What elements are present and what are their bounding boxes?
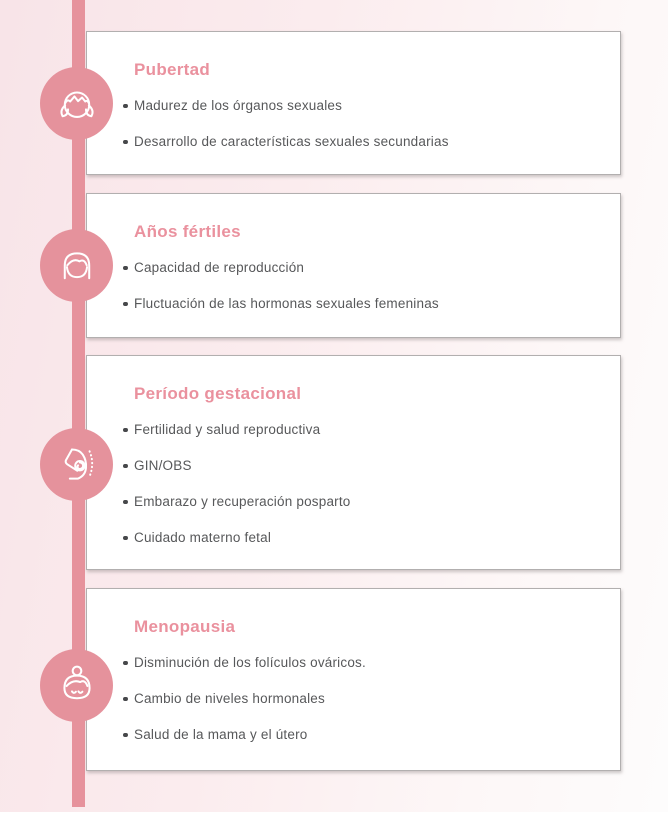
stage-card-menopausia (86, 588, 621, 771)
pregnant-woman-icon (40, 428, 113, 501)
woman-face-icon (40, 229, 113, 302)
bottom-page-margin (0, 812, 668, 818)
girl-face-icon (40, 67, 113, 140)
stage-title: Período gestacional (134, 384, 302, 403)
stage-bullet-item: Disminución de los folículos ováricos. (134, 656, 596, 670)
stage-title: Menopausia (134, 617, 236, 636)
stage-title: Pubertad (134, 60, 211, 79)
stage-bullet-list (134, 656, 596, 742)
stage-bullet-list (134, 261, 596, 311)
stage-bullet-item: Fertilidad y salud reproductiva (134, 423, 596, 437)
stage-bullet-list (134, 423, 596, 545)
stage-bullet-item: Desarrollo de características sexuales secundarias (134, 135, 596, 149)
stage-bullet-item: Fluctuación de las hormonas sexuales femeninas (134, 297, 596, 311)
stage-bullet-item: Salud de la mama y el útero (134, 728, 596, 742)
stage-bullet-item: Capacidad de reproducción (134, 261, 596, 275)
stage-title: Años fértiles (134, 222, 241, 241)
stage-bullet-item: Cambio de niveles hormonales (134, 692, 596, 706)
stage-bullet-item: GIN/OBS (134, 459, 596, 473)
stage-bullet-item: Embarazo y recuperación posparto (134, 495, 596, 509)
stage-card-pubertad (86, 31, 621, 175)
elderly-woman-icon (40, 649, 113, 722)
stage-bullet-item: Madurez de los órganos sexuales (134, 99, 596, 113)
stage-card-anos-fertiles (86, 193, 621, 338)
stage-bullet-list (134, 99, 596, 149)
stage-bullet-item: Cuidado materno fetal (134, 531, 596, 545)
stage-card-periodo-gestacional (86, 355, 621, 570)
